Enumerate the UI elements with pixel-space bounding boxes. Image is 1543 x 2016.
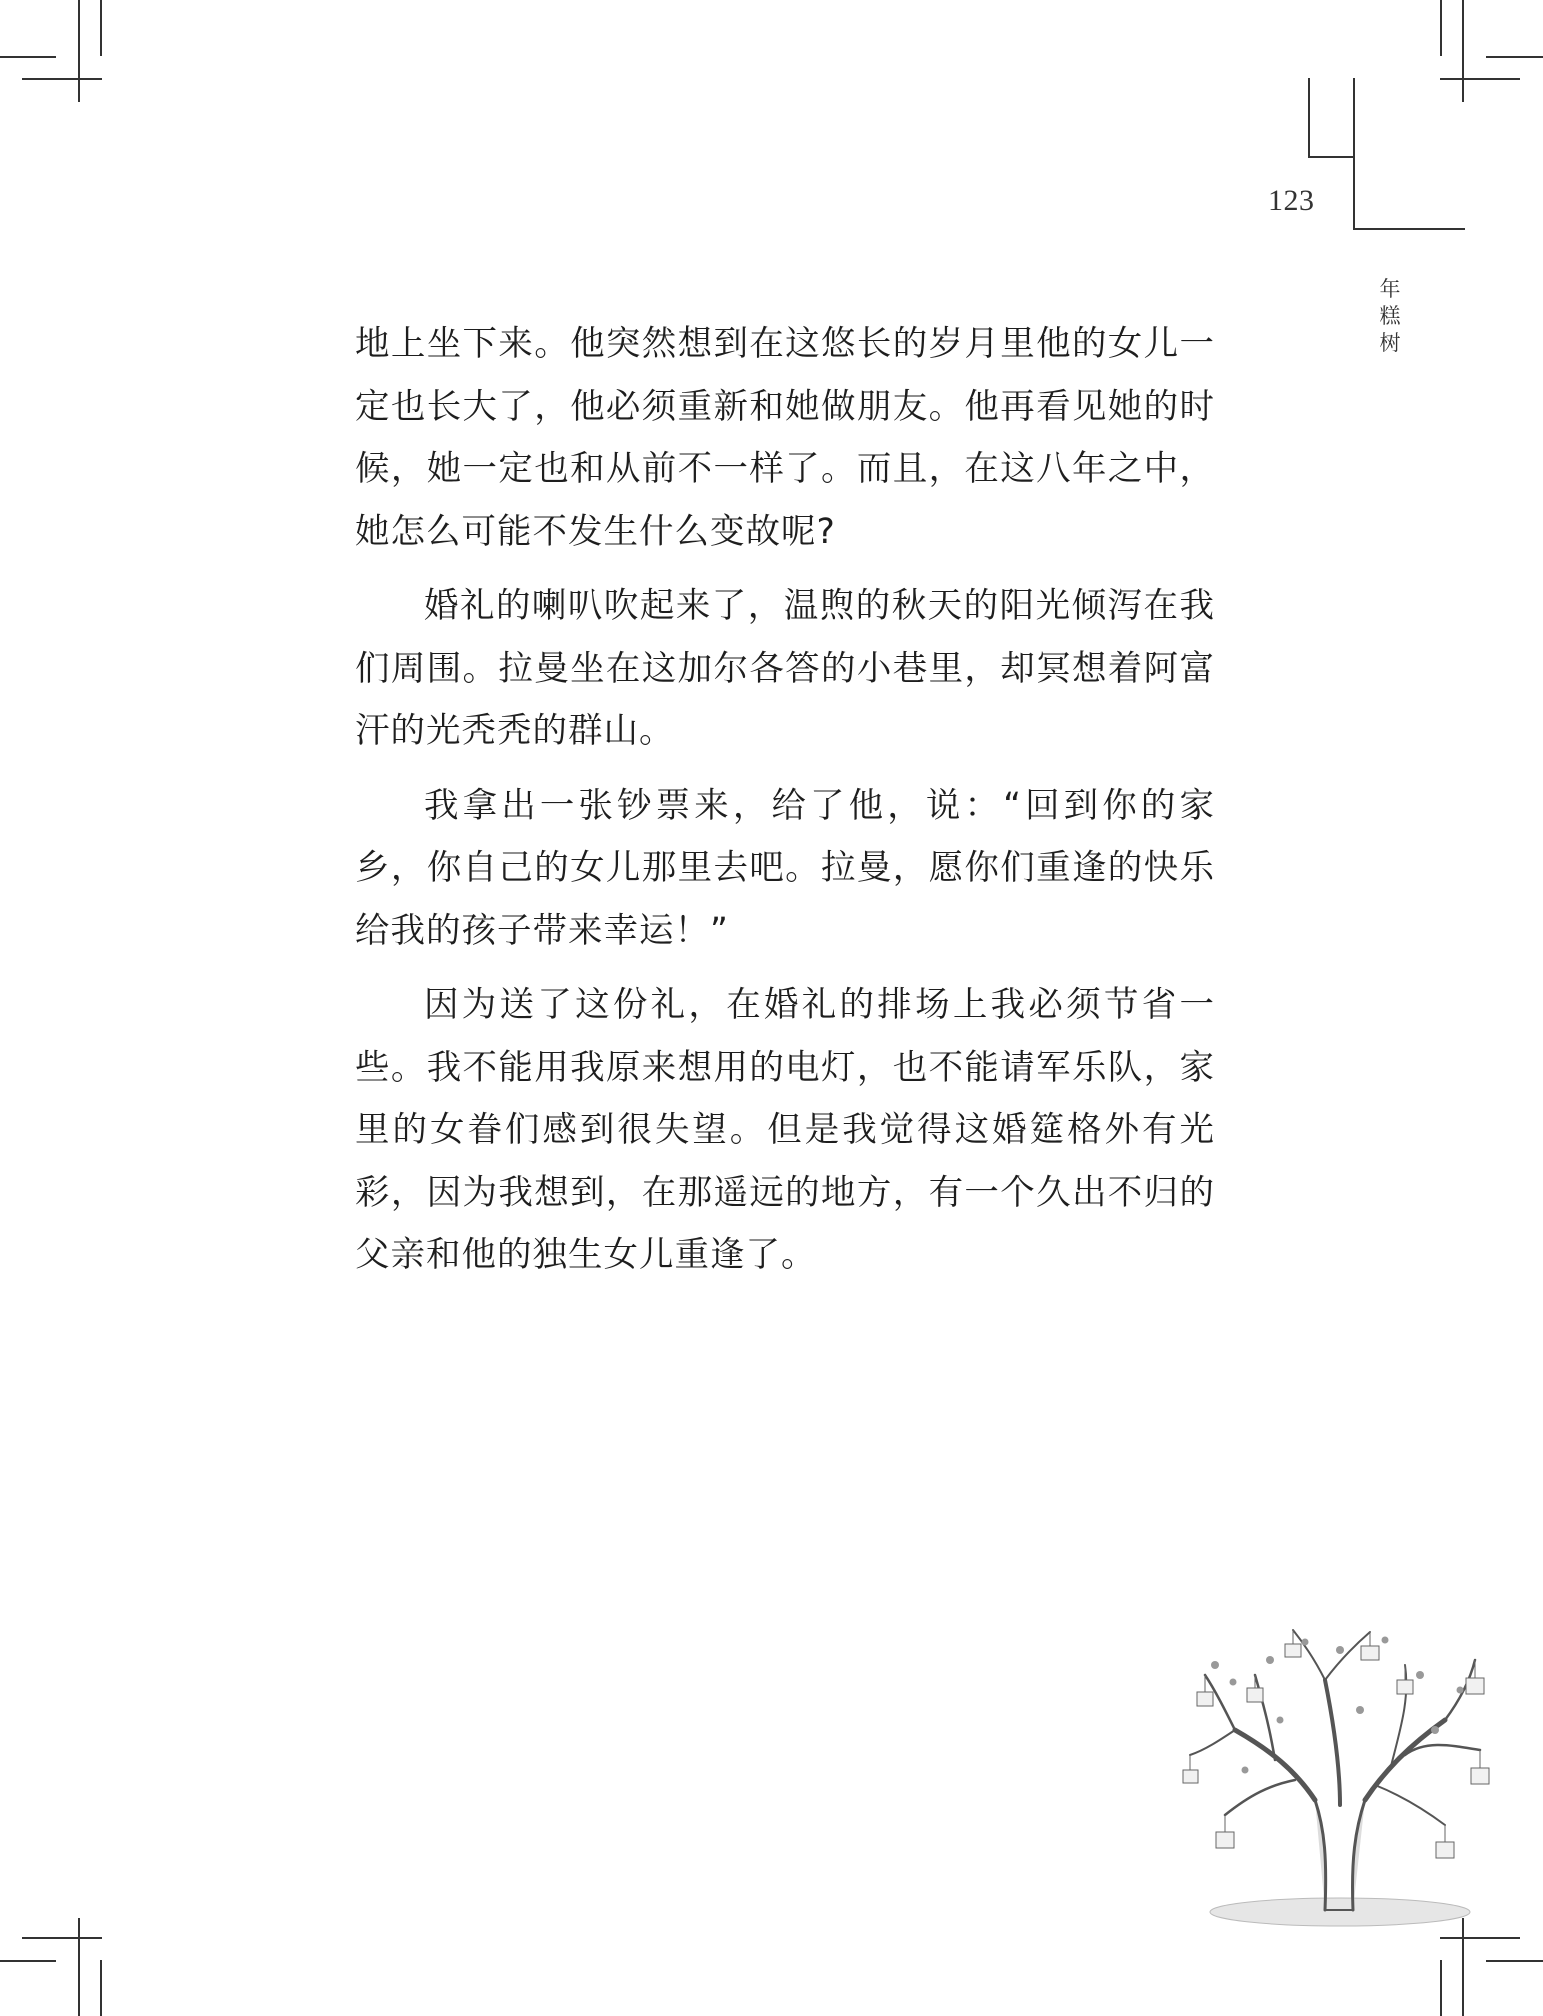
crop-mark-bottom-right-v bbox=[1462, 1918, 1464, 2016]
crop-mark-bottom-left-v bbox=[78, 1918, 80, 2016]
crop-mark-bottom-left-h bbox=[22, 1937, 102, 1939]
trim-line-bottom-left-v bbox=[100, 1960, 102, 2016]
paragraph: 我拿出一张钞票来，给了他，说：“回到你的家乡，你自己的女儿那里去吧。拉曼，愿你们重逢的快乐给我的孩子带来幸运！” bbox=[355, 785, 1215, 951]
trim-line-bottom-left-h bbox=[0, 1960, 56, 1962]
trim-line-top-right-h bbox=[1486, 56, 1543, 58]
paragraph: 婚礼的喇叭吹起来了，温煦的秋天的阳光倾泻在我们周围。拉曼坐在这加尔各答的小巷里，却冥想着阿富汗的光秃秃的群山。 bbox=[355, 586, 1215, 751]
trim-line-top-left-h bbox=[0, 56, 56, 58]
crop-mark-top-right-v bbox=[1462, 0, 1464, 102]
tree-with-hanging-gifts-icon bbox=[1175, 1620, 1505, 1930]
header-rule-right bbox=[1353, 78, 1355, 230]
header-rule-left-bottom bbox=[1308, 156, 1354, 158]
trim-line-bottom-right-h bbox=[1486, 1960, 1543, 1962]
header-rule-right-bottom bbox=[1353, 228, 1465, 230]
body-text bbox=[355, 313, 1215, 1287]
trim-line-bottom-right-v bbox=[1440, 1960, 1442, 2016]
paragraph-continued: 地上坐下来。他突然想到在这悠长的岁月里他的女儿一定也长大了，他必须重新和她做朋友。他再看见她的时候，她一定也和从前不一样了。而且，在这八年之中，她怎么可能不发生什么变故呢? bbox=[355, 324, 1215, 552]
crop-mark-bottom-right-h bbox=[1440, 1937, 1520, 1939]
page-number: 123 bbox=[1268, 184, 1315, 217]
trim-line-top-right-v bbox=[1440, 0, 1442, 56]
crop-mark-top-right-h bbox=[1440, 78, 1520, 80]
trim-line-top-left-v bbox=[100, 0, 102, 56]
running-title: 年糕树 bbox=[1379, 277, 1401, 355]
header-rule-left bbox=[1308, 78, 1310, 158]
crop-mark-top-left-h bbox=[22, 78, 102, 80]
paragraph: 因为送了这份礼，在婚礼的排场上我必须节省一些。我不能用我原来想用的电灯，也不能请军乐队，家里的女眷们感到很失望。但是我觉得这婚筵格外有光彩，因为我想到，在那遥远的地方，有一个久出不归的父亲和他的独生女儿重逢了。 bbox=[355, 985, 1215, 1275]
crop-mark-top-left-v bbox=[78, 0, 80, 102]
